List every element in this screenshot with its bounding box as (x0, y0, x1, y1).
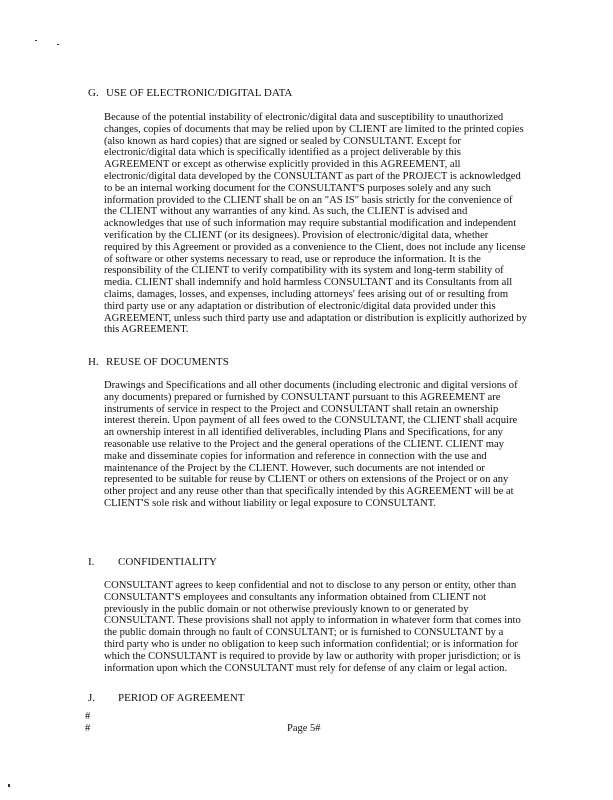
paragraph-line: AGREEMENT, unless such third party use and adaptation or distribution is explicitly authorized by (104, 312, 527, 324)
paragraph-line: to be an internal working document for the CONSULTANT'S purposes solely and any such (104, 182, 491, 194)
section-heading (88, 356, 229, 368)
paragraph-line: CONSULTANT'S employees and consultants any information obtained from CLIENT not (104, 591, 487, 603)
section-number: H. (88, 356, 99, 368)
paragraph-line: the CLIENT without any warranties of any kind. As such, the CLIENT is advised and (104, 206, 468, 218)
section-paragraph (104, 112, 544, 336)
paragraph-line: reasonable use relative to the Project and the general operations of the CLIENT. CLIENT may (104, 438, 504, 450)
section-title: PERIOD OF AGREEMENT (118, 692, 245, 704)
paragraph-line: third party who is under no obligation to keep such information confidential; or is information for (104, 638, 518, 650)
paragraph-line: the public domain through no fault of CONSULTANT; or is furnished to CONSULTANT by a (104, 627, 504, 639)
footer-marker: # (85, 711, 91, 722)
page-number: Page 5# (287, 723, 321, 734)
paragraph-line: required by this Agreement or provided as a convenience to the Client, does not include any license (104, 241, 526, 253)
paragraph-line: information upon which the CONSULTANT must rely for defense of any claim or legal action. (104, 662, 508, 674)
paragraph-line: which the CONSULTANT is required to provide by law or authority with proper jurisdiction; or is (104, 650, 521, 662)
paragraph-line: acknowledges that use of such information may require substantial modification and independent (104, 218, 517, 230)
scan-speck (57, 44, 59, 45)
paragraph-line: other project and any reuse other than that specifically intended by this AGREEMENT will be at (104, 486, 514, 498)
section-heading (88, 556, 217, 568)
section-title: USE OF ELECTRONIC/DIGITAL DATA (106, 87, 293, 99)
scan-speck (35, 40, 37, 41)
paragraph-line: instruments of service in respect to the Project and CONSULTANT shall retain an ownership (104, 403, 499, 415)
paragraph-line: an ownership interest in all identified deliverables, including Plans and Specifications, for any (104, 427, 503, 439)
footer-marker: # (85, 723, 91, 734)
paragraph-line: information provided to the CLIENT shall be on an "AS IS" basis strictly for the convenience of (104, 194, 513, 206)
section-number: I. (88, 556, 95, 568)
paragraph-line: Because of the potential instability of electronic/digital data and susceptibility to unauthorized (104, 112, 504, 123)
paragraph-line: (also known as hard copies) that are signed or sealed by CONSULTANT. Except for (104, 135, 461, 147)
section-title: REUSE OF DOCUMENTS (106, 356, 229, 368)
paragraph-line: electronic/digital data developed by the CONSULTANT as part of the PROJECT is acknowledged (104, 170, 521, 182)
paragraph-line: changes, copies of documents that may be relied upon by CLIENT are limited to the printed copies (104, 123, 524, 135)
section-paragraph (104, 580, 544, 674)
paragraph-line: maintenance of the Project by the CLIENT. However, such documents are not intended or (104, 462, 485, 474)
paragraph-line: previously in the public domain or not otherwise previously known to or generated by (104, 603, 469, 615)
paragraph-line: CLIENT'S sole risk and without liability or legal exposure to CONSULTANT. (104, 497, 437, 509)
paragraph-line: AGREEMENT or except as otherwise explicitly provided in this AGREEMENT, all (104, 159, 461, 171)
paragraph-line: Drawings and Specifications and all other documents (including electronic and digital versions of (104, 380, 518, 391)
paragraph-line: claims, damages, losses, and expenses, including attorneys' fees arising out of or resulting from (104, 288, 509, 300)
paragraph-line: verification by the CLIENT (or its designees). Provision of electronic/digital data, whether (104, 229, 489, 241)
paragraph-line: CONSULTANT. These provisions shall not apply to information in whatever form that comes into (104, 615, 521, 627)
paragraph-line: interest therein. Upon payment of all fees owed to the CONSULTANT, the CLIENT shall acquire (104, 415, 518, 427)
section-number: G. (88, 87, 99, 99)
section-paragraph (104, 380, 544, 510)
section-heading (88, 692, 245, 704)
paragraph-line: CONSULTANT agrees to keep confidential and not to disclose to any person or entity, other than (104, 580, 517, 591)
scan-speck (8, 784, 10, 787)
paragraph-line: responsibility of the CLIENT to verify compatibility with its system and long-term stability of (104, 265, 504, 277)
paragraph-line: any documents) prepared or furnished by CONSULTANT pursuant to this AGREEMENT are (104, 391, 501, 403)
paragraph-line: of software or other systems necessary to read, use or reproduce the information. It is the (104, 253, 481, 265)
section-number: J. (88, 692, 96, 704)
paragraph-line: this AGREEMENT. (104, 324, 189, 336)
paragraph-line: make and disseminate copies for information and reference in connection with the use and (104, 450, 487, 462)
paragraph-line: electronic/digital data which is specifically identified as a project deliverable by this (104, 147, 461, 159)
section-title: CONFIDENTIALITY (118, 556, 217, 568)
section-heading (88, 87, 292, 99)
paragraph-line: represented to be suitable for reuse by CLIENT or others on extensions of the Project or on any (104, 474, 509, 486)
paragraph-line: media. CLIENT shall indemnify and hold harmless CONSULTANT and its Consultants from all (104, 277, 513, 289)
paragraph-line: third party use or any adaptation or distribution of electronic/digital data provided under this (104, 300, 496, 312)
